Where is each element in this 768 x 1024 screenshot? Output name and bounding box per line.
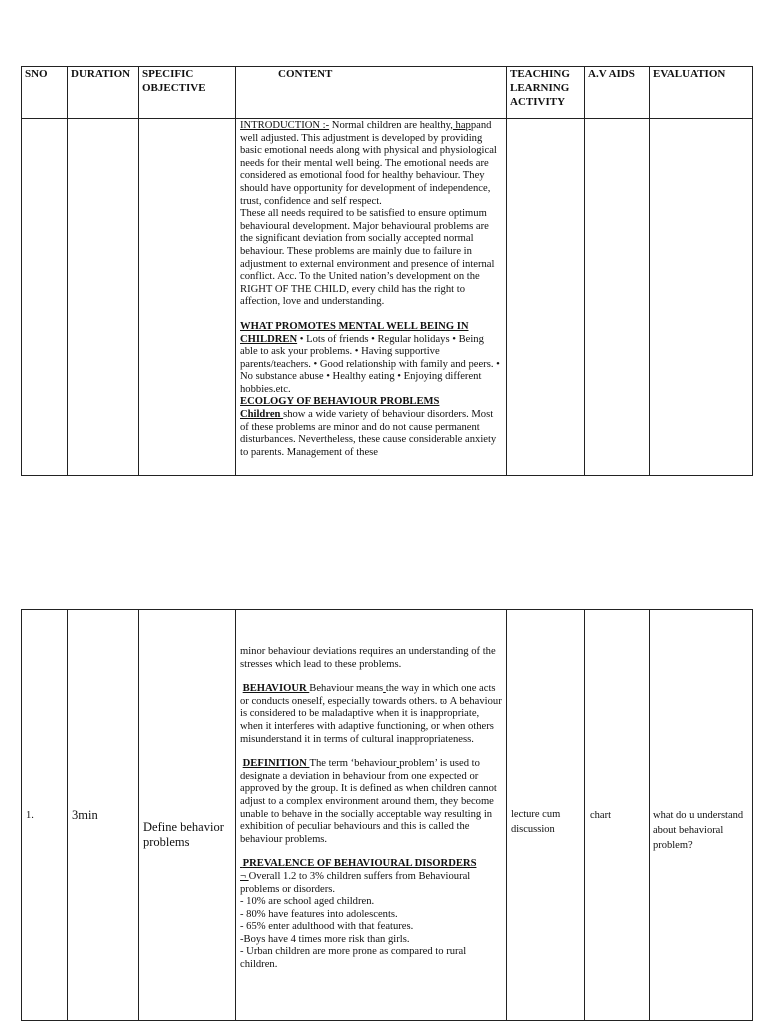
behaviour-heading: BEHAVIOUR (242, 683, 310, 695)
ecology-paragraph: Children show a wide variety of behaviour disorders. Most of these problems are minor and do not cause permanent disturbances. Nevertheless, these cause considerable anxiety to parents. Management of these (240, 409, 497, 458)
cell-content (236, 610, 507, 1021)
header-specific-objective: SPECIFIC OBJECTIVE (139, 67, 236, 119)
cell-evaluation: what do u understand about behavioral problem? (650, 610, 753, 1021)
header-row (22, 67, 753, 119)
behaviour-paragraph: BEHAVIOUR Behaviour means the way in which one acts or conducts oneself, especially towards others. ϖ A behaviour is considered to be maladaptive when it is inappropriate, when it interferes with adaptive functioning, or when others misunderstand it in terms of cultural inappropriateness. (240, 683, 502, 745)
table-row (22, 119, 753, 476)
definition-paragraph: DEFINITION The term ‘behaviour problem’ is used to designate a deviation in behaviour from one expected or approved by the group. It is defined as when children cannot adjust to a complex environment around them, they become unable to behave in the socially acceptable way resulting in exhibition of peculiar behaviours and this is called the behaviour problems. (240, 758, 497, 845)
promotes-paragraph: WHAT PROMOTES MENTAL WELL BEING IN CHILDREN • Lots of friends • Regular holidays • Being able to ask your problems. • Having supportive parents/teachers. • Good relationship with family and peers. • No substance abuse • Healthy eating • Enjoying different hobbies.etc. (240, 320, 500, 395)
intro-heading: INTRODUCTION :- (240, 120, 330, 131)
definition-heading: DEFINITION (242, 758, 310, 770)
cell-content (236, 119, 507, 476)
table-row (22, 610, 753, 1021)
cell-sno: 1. (22, 610, 68, 1021)
header-evaluation: EVALUATION (650, 67, 753, 119)
intro-paragraph: INTRODUCTION :- Normal children are healthy, happand well adjusted. This adjustment is developed by providing basic emotional needs along with physical and physiological needs for their mental well being. The emotional needs are considered as emotional food for healthy behaviour. They should have opportunity for development of independence, trust, confidence and self respect. (240, 120, 497, 207)
header-duration: DURATION (68, 67, 139, 119)
cell-av-aids: chart (585, 610, 650, 1021)
cell-objective: Define behavior problems (139, 610, 236, 1021)
cell-activity (507, 119, 585, 476)
content-lead: minor behaviour deviations requires an understanding of the stresses which lead to these problems. (240, 646, 496, 670)
header-sno: SNO (22, 67, 68, 119)
cell-duration: 3min (68, 610, 139, 1021)
cell-duration (68, 119, 139, 476)
lesson-plan-table-2 (21, 609, 753, 1021)
list-item: -Boys have 4 times more risk than girls. (240, 933, 410, 945)
cell-evaluation (650, 119, 753, 476)
header-av-aids: A.V AIDS (585, 67, 650, 119)
cell-sno (22, 119, 68, 476)
header-teaching-learning-activity: TEACHING LEARNING ACTIVITY (507, 67, 585, 119)
list-item: - Urban children are more prone as compared to rural children. (240, 946, 467, 971)
lesson-plan-table-1 (21, 66, 753, 476)
cell-av-aids (585, 119, 650, 476)
list-item: - 10% are school aged children. (240, 896, 375, 908)
cell-objective (139, 119, 236, 476)
cell-activity: lecture cum discussion (507, 610, 585, 1021)
intro-paragraph-2: These all needs required to be satisfied to ensure optimum behavioural development. Major behavioural problems are the significant deviation from socially accepted normal behaviour. These problems are mainly due to failure in adjustment to external environment and presence of internal conflict. Acc. To the United nation’s development on the RIGHT OF THE CHILD, every child has the right to affection, love and understanding. (240, 208, 495, 308)
prevalence-heading: PREVALENCE OF BEHAVIOURAL DISORDERS (242, 858, 477, 870)
header-content: CONTENT (236, 67, 507, 119)
list-item: - 65% enter adulthood with that features. (240, 921, 414, 933)
list-item: - 80% have features into adolescents. (240, 908, 398, 920)
prevalence-lead: ¬ Overall 1.2 to 3% children suffers from Behavioural problems or disorders. (240, 870, 471, 895)
promotes-heading: WHAT PROMOTES MENTAL WELL BEING IN CHILDREN (240, 320, 469, 345)
ecology-heading: ECOLOGY OF BEHAVIOUR PROBLEMS (240, 396, 440, 408)
